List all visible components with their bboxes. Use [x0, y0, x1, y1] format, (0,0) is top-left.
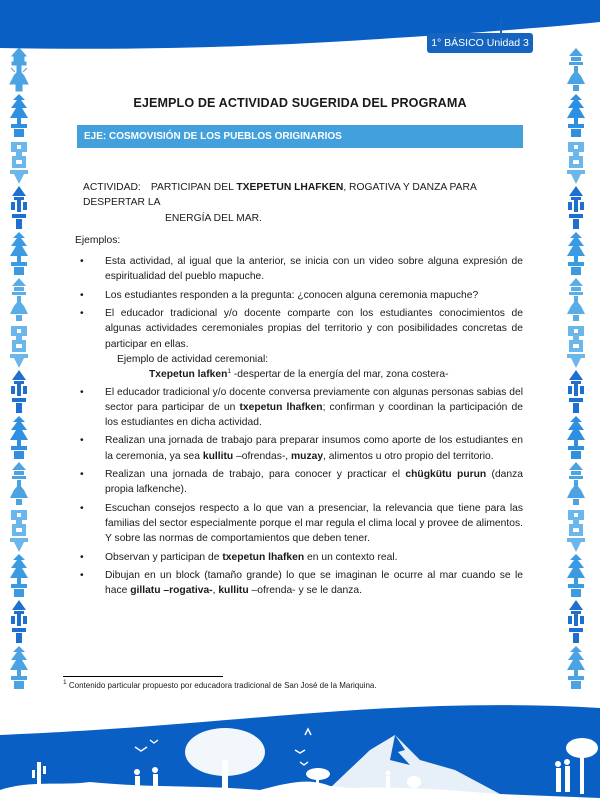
badge-connector: [500, 18, 502, 34]
mapuche-motif-icon: [8, 600, 30, 644]
mapuche-motif-icon: [8, 554, 30, 598]
list-item: • Escuchan consejos respecto a lo que van a presenciar, la relevancia que tiene para las familias del sector especialmente porque el mar regula el clima local y provee de alimentos. Y sobre las normas de comportamientos que deben tener.: [80, 502, 523, 545]
ceremony-description: -despertar de la energía del mar, zona costera-: [231, 369, 449, 381]
footnote-text: Contenido particular propuesto por educadora tradicional de San José de la Mariquina.: [66, 681, 377, 690]
mapuche-motif-icon: [565, 278, 587, 322]
activity-content: [63, 180, 523, 601]
footnote-ref[interactable]: 1: [227, 368, 232, 376]
mapuche-motif-icon: [565, 554, 587, 598]
mapuche-motif-icon: [565, 324, 587, 368]
mapuche-motif-icon: [565, 462, 587, 506]
mapuche-motif-icon: [565, 508, 587, 552]
footnote: [63, 681, 377, 690]
list-item: • El educador tradicional y/o docente conversa previamente con algunas personas sabias del sector para participar de un txepetun lhafken; confirman y coordinan la participación de los estudiantes en dicha actividad.: [80, 386, 523, 429]
footnote-marker: 1: [63, 679, 67, 686]
mapuche-motif-icon: [565, 646, 587, 690]
bullet-icon: •: [80, 569, 84, 581]
mapuche-motif-icon: [8, 646, 30, 690]
list-item: • Realizan una jornada de trabajo, para conocer y practicar el chügkütu purun (danza propia lafkenche).: [80, 469, 523, 496]
mapuche-motif-icon: [565, 370, 587, 414]
page-title: EJEMPLO DE ACTIVIDAD SUGERIDA DEL PROGRAMA: [133, 96, 467, 110]
footer-landscape-band: [0, 690, 600, 800]
activity-title-bold: TXEPETUN LHAFKEN: [236, 182, 344, 193]
activity-title-continuation: ENERGÍA DEL MAR.: [165, 212, 262, 224]
mapuche-motif-icon: [8, 324, 30, 368]
mapuche-motif-icon: [8, 370, 30, 414]
bullet-icon: •: [80, 435, 84, 447]
mapuche-motif-icon: [565, 416, 587, 460]
ceremony-name: Txepetun lafken: [149, 369, 228, 381]
mapuche-motif-icon: [8, 462, 30, 506]
bullet-icon: •: [80, 256, 84, 268]
activity-label: ACTIVIDAD:: [83, 182, 141, 193]
bullet-icon: •: [80, 308, 84, 320]
right-decorative-border: [563, 48, 589, 698]
mapuche-motif-icon: [565, 600, 587, 644]
mapuche-motif-icon: [565, 140, 587, 184]
grade-unit-badge: 1° BÁSICO Unidad 3: [427, 33, 533, 53]
mapuche-motif-icon: [8, 416, 30, 460]
mapuche-motif-icon: [8, 48, 30, 92]
ceremonial-example: [63, 367, 523, 382]
list-item: • Observan y participan de txepetun lhafken en un contexto real.: [63, 550, 523, 565]
examples-list: [63, 254, 523, 352]
bullet-icon: •: [80, 551, 84, 563]
eje-heading-bar: EJE: COSMOVISIÓN DE LOS PUEBLOS ORIGINARIOS: [77, 125, 523, 148]
list-item: • Realizan una jornada de trabajo para preparar insumos como aporte de los estudiantes en la ceremonia, ya sea kullitu –ofrendas-, muzay, alimentos u otro propio del territorio.: [80, 435, 523, 462]
list-item: • Dibujan en un block (tamaño grande) lo que se imaginan le ocurre al mar cuando se le hace gillatu –rogativa-, kullitu –ofrenda- y se le danza.: [80, 569, 523, 597]
mapuche-motif-icon: [565, 48, 587, 92]
list-item: • El educador tradicional y/o docente comparte con los estudiantes conocimientos de algunas actividades ceremoniales propias del territorio y con posibilidades concretas de participar en ellas.: [80, 308, 523, 350]
footnote-separator: [63, 676, 223, 677]
bullet-icon: •: [80, 386, 84, 398]
mapuche-motif-icon: [565, 232, 587, 276]
mapuche-motif-icon: [8, 278, 30, 322]
activity-heading: [83, 180, 523, 226]
list-item: • Los estudiantes responden a la pregunta: ¿conocen alguna ceremonia mapuche?: [63, 288, 523, 303]
examples-list-continued: [63, 385, 523, 599]
ceremonial-example-label: Ejemplo de actividad ceremonial:: [117, 353, 269, 365]
bullet-icon: •: [80, 289, 84, 301]
bullet-icon: •: [80, 469, 84, 481]
activity-title-pre: PARTICIPAN DEL: [150, 182, 237, 193]
list-item: • Esta actividad, al igual que la anterior, se inicia con un video sobre alguna expresión de espiritualidad del pueblo mapuche.: [80, 256, 523, 283]
left-decorative-border: [6, 48, 32, 698]
mapuche-motif-icon: [8, 508, 30, 552]
examples-label: Ejemplos:: [75, 234, 121, 246]
mapuche-motif-icon: [8, 232, 30, 276]
mapuche-motif-icon: [8, 186, 30, 230]
activity-title-post: , ROGATIVA Y DANZA PARA DESPERTAR LA: [83, 182, 477, 209]
mapuche-motif-icon: [565, 186, 587, 230]
bullet-icon: •: [80, 502, 84, 514]
mapuche-motif-icon: [8, 140, 30, 184]
